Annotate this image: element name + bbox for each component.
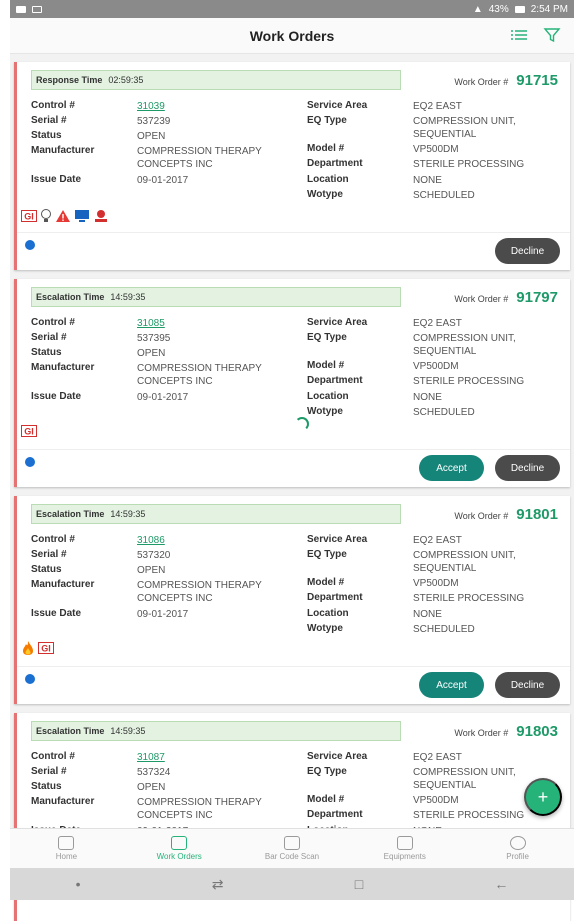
work-order-card[interactable] — [14, 279, 570, 487]
wifi-icon: ▲ — [472, 3, 483, 15]
clock: 2:54 PM — [530, 3, 568, 15]
time-value: 02:59:35 — [108, 75, 144, 85]
nav-label: Home — [55, 852, 78, 861]
manufacturer-label: Manufacturer — [31, 145, 95, 156]
notification-icon — [16, 6, 26, 13]
status-value: OPEN — [137, 131, 166, 142]
model-label: Model # — [307, 360, 345, 371]
eq-type-value: COMPRESSION UNIT, SEQUENTIAL — [413, 116, 516, 140]
control-label: Control # — [31, 317, 75, 328]
service-area-value: EQ2 EAST — [413, 318, 462, 329]
work-order-value: 91803 — [516, 723, 558, 740]
work-order-value: 91715 — [516, 72, 558, 89]
work-order-number — [454, 289, 558, 306]
control-link[interactable]: 31086 — [137, 535, 165, 546]
work-order-value: 91801 — [516, 506, 558, 523]
escalation-time-box — [31, 504, 401, 524]
status-value: OPEN — [137, 565, 166, 576]
control-link[interactable]: 31039 — [137, 101, 165, 112]
battery-icon — [515, 6, 525, 13]
department-label: Department — [307, 375, 363, 386]
escalation-time-box — [31, 287, 401, 307]
model-label: Model # — [307, 577, 345, 588]
model-value: VP500DM — [413, 144, 459, 155]
gi-alert-icon — [38, 642, 54, 654]
battery-level: 43% — [488, 3, 509, 15]
recent-apps-icon[interactable]: ⇄ — [211, 875, 224, 892]
equipment-icon — [397, 836, 413, 850]
system-nav-bar — [10, 868, 574, 900]
globe-icon — [25, 240, 35, 250]
time-label: Escalation Time — [36, 292, 105, 302]
status-label: Status — [31, 347, 62, 358]
nav-label: Equipments — [383, 852, 426, 861]
eq-type-label: EQ Type — [307, 332, 347, 343]
work-order-label: Work Order # — [454, 77, 509, 87]
escalation-time-box — [31, 721, 401, 741]
person-alert-icon — [93, 209, 109, 223]
service-area-label: Service Area — [307, 534, 368, 545]
service-area-label: Service Area — [307, 317, 368, 328]
model-value: VP500DM — [413, 361, 459, 372]
time-label: Escalation Time — [36, 509, 105, 519]
warning-icon — [55, 209, 71, 223]
model-value: VP500DM — [413, 578, 459, 589]
department-label: Department — [307, 158, 363, 169]
globe-icon — [25, 457, 35, 467]
app-frame — [10, 0, 574, 900]
status-label: Status — [31, 781, 62, 792]
work-order-value: 91797 — [516, 289, 558, 306]
eq-type-value: COMPRESSION UNIT, SEQUENTIAL — [413, 767, 516, 791]
work-order-list[interactable] — [10, 58, 574, 826]
model-label: Model # — [307, 143, 345, 154]
control-label: Control # — [31, 100, 75, 111]
wotype-value: SCHEDULED — [413, 407, 475, 418]
time-value: 14:59:35 — [110, 726, 146, 736]
serial-value: 537324 — [137, 767, 171, 778]
manufacturer-label: Manufacturer — [31, 362, 95, 373]
loading-spinner — [295, 417, 309, 431]
app-header — [10, 18, 574, 54]
serial-value: 537320 — [137, 550, 171, 561]
eq-type-label: EQ Type — [307, 549, 347, 560]
eq-type-value: COMPRESSION UNIT, SEQUENTIAL — [413, 550, 516, 574]
gi-alert-icon — [21, 425, 37, 437]
department-label: Department — [307, 809, 363, 820]
manufacturer-value: COMPRESSION THERAPY CONCEPTS INC — [137, 580, 262, 604]
department-value: STERILE PROCESSING — [413, 159, 525, 170]
decline-button[interactable]: Decline — [495, 455, 560, 481]
control-label: Control # — [31, 751, 75, 762]
status-value: OPEN — [137, 782, 166, 793]
department-value: STERILE PROCESSING — [413, 376, 525, 387]
home-icon — [58, 836, 74, 850]
control-label: Control # — [31, 534, 75, 545]
location-label: Location — [307, 608, 349, 619]
work-orders-icon — [171, 836, 187, 850]
status-label: Status — [31, 564, 62, 575]
nav-label: Bar Code Scan — [264, 852, 320, 861]
manufacturer-label: Manufacturer — [31, 796, 95, 807]
location-label: Location — [307, 174, 349, 185]
wotype-label: Wotype — [307, 189, 343, 200]
service-area-value: EQ2 EAST — [413, 101, 462, 112]
manufacturer-label: Manufacturer — [31, 579, 95, 590]
fire-icon — [21, 640, 35, 656]
status-bar — [10, 0, 574, 18]
barcode-icon — [284, 836, 300, 850]
add-work-order-button[interactable]: + — [524, 778, 562, 816]
location-value: NONE — [413, 392, 442, 403]
location-value: NONE — [413, 175, 442, 186]
serial-value: 537395 — [137, 333, 171, 344]
work-order-label: Work Order # — [454, 511, 509, 521]
serial-value: 537239 — [137, 116, 171, 127]
manufacturer-value: COMPRESSION THERAPY CONCEPTS INC — [137, 797, 262, 821]
page-title: Work Orders — [249, 27, 335, 44]
issue-date-label: Issue Date — [31, 174, 82, 185]
issue-date-label: Issue Date — [31, 608, 82, 619]
issue-date-value: 09-01-2017 — [137, 609, 189, 620]
status-label: Status — [31, 130, 62, 141]
serial-label: Serial # — [31, 332, 67, 343]
wotype-label: Wotype — [307, 623, 343, 634]
computer-icon — [74, 209, 90, 223]
location-label: Location — [307, 391, 349, 402]
service-area-value: EQ2 EAST — [413, 535, 462, 546]
globe-icon — [25, 674, 35, 684]
issue-date-value: 09-01-2017 — [137, 175, 189, 186]
time-value: 14:59:35 — [110, 292, 146, 302]
issue-date-value: 09-01-2017 — [137, 392, 189, 403]
control-link[interactable]: 31085 — [137, 318, 165, 329]
manufacturer-value: COMPRESSION THERAPY CONCEPTS INC — [137, 363, 262, 387]
model-value: VP500DM — [413, 795, 459, 806]
nav-home[interactable] — [10, 829, 123, 868]
model-label: Model # — [307, 794, 345, 805]
service-area-value: EQ2 EAST — [413, 752, 462, 763]
work-order-label: Work Order # — [454, 294, 509, 304]
work-order-number — [454, 506, 558, 523]
response-time-box — [31, 70, 401, 90]
bottom-nav — [10, 828, 574, 868]
lightbulb-icon — [40, 208, 52, 224]
department-value: STERILE PROCESSING — [413, 593, 525, 604]
time-label: Response Time — [36, 75, 103, 85]
wotype-value: SCHEDULED — [413, 624, 475, 635]
serial-label: Serial # — [31, 549, 67, 560]
wotype-value: SCHEDULED — [413, 190, 475, 201]
serial-label: Serial # — [31, 766, 67, 777]
work-order-number — [454, 723, 558, 740]
time-label: Escalation Time — [36, 726, 105, 736]
filter-icon[interactable] — [544, 27, 560, 43]
serial-label: Serial # — [31, 115, 67, 126]
nav-label: Profile — [506, 852, 529, 861]
screen-icon — [32, 6, 42, 13]
nav-bar-code-scan[interactable] — [236, 829, 349, 868]
svg-text:GI: GI — [41, 643, 51, 654]
work-order-card[interactable] — [14, 62, 570, 270]
eq-type-label: EQ Type — [307, 766, 347, 777]
wotype-label: Wotype — [307, 406, 343, 417]
issue-date-label: Issue Date — [31, 391, 82, 402]
nav-label: Work Orders — [156, 852, 202, 861]
home-button-icon[interactable]: □ — [354, 876, 364, 892]
accept-button[interactable]: Accept — [419, 455, 484, 481]
decline-button[interactable]: Decline — [495, 238, 560, 264]
department-label: Department — [307, 592, 363, 603]
profile-icon — [510, 836, 526, 850]
location-value: NONE — [413, 609, 442, 620]
department-value: STERILE PROCESSING — [413, 810, 525, 821]
eq-type-value: COMPRESSION UNIT, SEQUENTIAL — [413, 333, 516, 357]
status-value: OPEN — [137, 348, 166, 359]
dot-icon[interactable]: • — [75, 876, 81, 892]
work-order-label: Work Order # — [454, 728, 509, 738]
gi-alert-icon — [21, 210, 37, 222]
service-area-label: Service Area — [307, 100, 368, 111]
control-link[interactable]: 31087 — [137, 752, 165, 763]
time-value: 14:59:35 — [110, 509, 146, 519]
nav-equipments[interactable] — [348, 829, 461, 868]
list-view-icon[interactable] — [510, 27, 528, 43]
nav-profile[interactable] — [461, 829, 574, 868]
manufacturer-value: COMPRESSION THERAPY CONCEPTS INC — [137, 146, 262, 170]
nav-work-orders[interactable] — [123, 829, 236, 868]
eq-type-label: EQ Type — [307, 115, 347, 126]
svg-text:GI: GI — [24, 211, 34, 222]
service-area-label: Service Area — [307, 751, 368, 762]
decline-button[interactable]: Decline — [495, 672, 560, 698]
accept-button[interactable]: Accept — [419, 672, 484, 698]
work-order-number — [454, 72, 558, 89]
svg-text:GI: GI — [24, 426, 34, 437]
back-icon[interactable]: ← — [494, 876, 509, 892]
work-order-card[interactable] — [14, 496, 570, 704]
